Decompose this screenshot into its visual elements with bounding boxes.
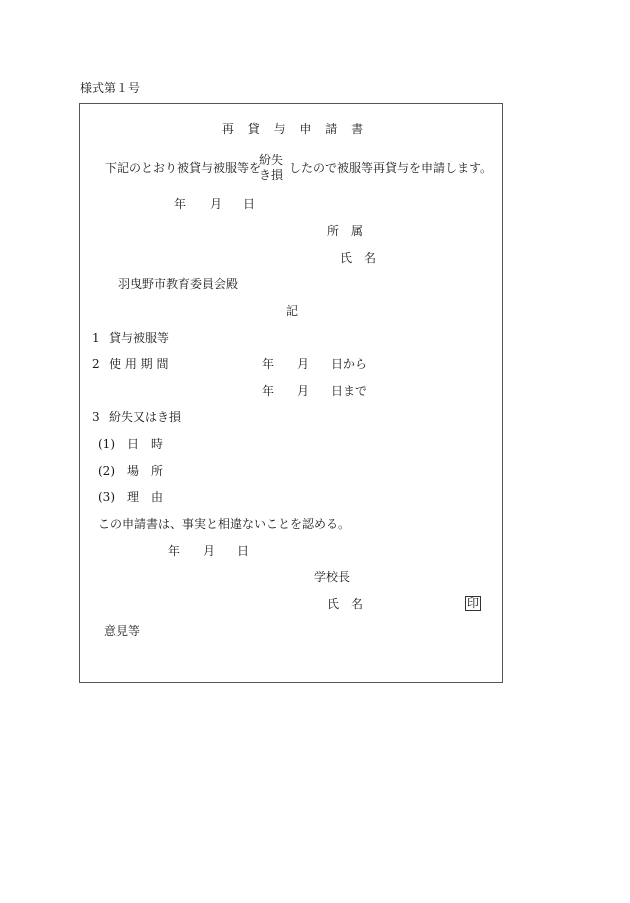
item3-number: 3 bbox=[92, 410, 100, 424]
intro-before: 下記のとおり被貸与被服等を bbox=[105, 161, 262, 175]
sub3-number: (3) bbox=[98, 490, 115, 504]
cert-date-month: 月 bbox=[203, 544, 216, 558]
sub1-number: (1) bbox=[98, 437, 115, 451]
ki-heading: 記 bbox=[286, 304, 299, 318]
addressee: 羽曳野市教育委員会殿 bbox=[118, 277, 239, 291]
item1-number: 1 bbox=[92, 331, 100, 345]
seal-icon: 印 bbox=[467, 596, 480, 610]
date-day: 日 bbox=[243, 197, 256, 211]
intro-after: したので被服等再貸与を申請します。 bbox=[289, 161, 493, 175]
title-char: 再 bbox=[221, 122, 234, 136]
item1-label: 貸与被服等 bbox=[109, 331, 170, 345]
sub3-label: 理 由 bbox=[127, 490, 164, 504]
loss-damage-options bbox=[259, 153, 283, 183]
title-char: 書 bbox=[351, 122, 364, 136]
option-damage: き損 bbox=[259, 168, 284, 182]
opinion-label: 意見等 bbox=[104, 624, 141, 638]
period-from-month: 月 bbox=[297, 357, 310, 371]
item2-number: 2 bbox=[92, 357, 100, 371]
period-to-year: 年 bbox=[262, 384, 275, 398]
sub1-label: 日 時 bbox=[127, 437, 164, 451]
option-loss: 紛失 bbox=[259, 153, 284, 167]
sub2-number: (2) bbox=[98, 464, 115, 478]
cert-date-year: 年 bbox=[168, 544, 181, 558]
date-year: 年 bbox=[174, 197, 187, 211]
applicant-name: 氏 名 bbox=[340, 251, 377, 265]
principal-title: 学校長 bbox=[314, 570, 351, 584]
title-char: 申 bbox=[299, 122, 312, 136]
sub2-label: 場 所 bbox=[127, 464, 164, 478]
item3-label: 紛失又はき損 bbox=[109, 410, 182, 424]
form-title bbox=[0, 122, 585, 136]
title-char: 貸 bbox=[247, 122, 260, 136]
principal-name: 氏 名 bbox=[327, 597, 364, 611]
cert-date-day: 日 bbox=[237, 544, 250, 558]
period-to-day: 日まで bbox=[331, 384, 368, 398]
form-border bbox=[79, 103, 503, 683]
date-month: 月 bbox=[210, 197, 223, 211]
title-char: 請 bbox=[325, 122, 338, 136]
item2-label: 使 用 期 間 bbox=[109, 357, 169, 371]
period-from-day: 日から bbox=[331, 357, 368, 371]
period-to-month: 月 bbox=[297, 384, 310, 398]
period-from-year: 年 bbox=[262, 357, 275, 371]
seal-mark bbox=[465, 596, 481, 611]
applicant-affiliation: 所 属 bbox=[327, 224, 364, 238]
certification-text: この申請書は、事実と相違ないことを認める。 bbox=[98, 517, 351, 531]
form-number: 様式第１号 bbox=[80, 81, 141, 95]
title-char: 与 bbox=[273, 122, 286, 136]
